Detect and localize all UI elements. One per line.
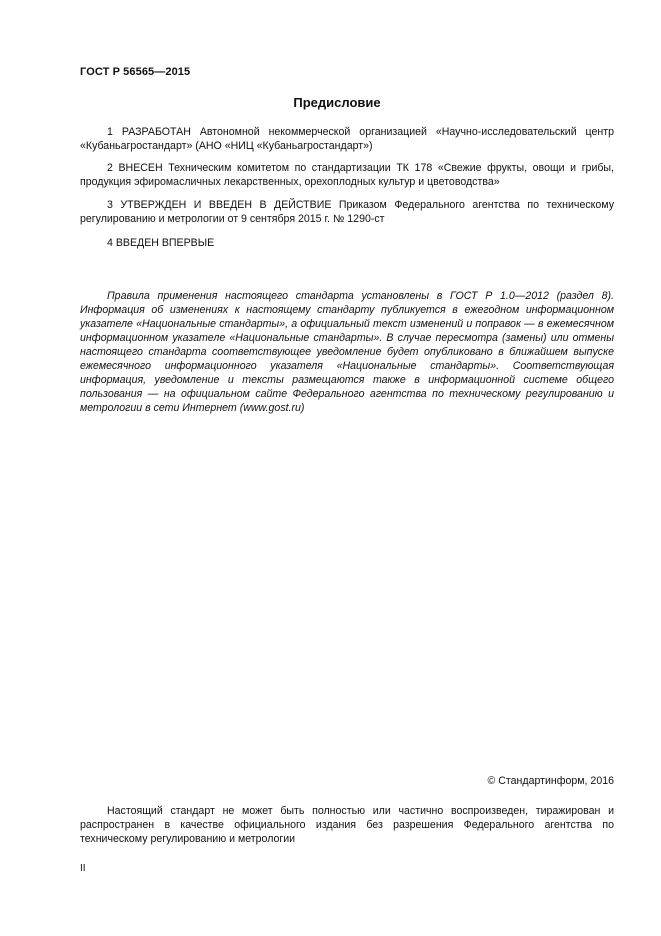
foreword-item-developed: 1 РАЗРАБОТАН Автономной некоммерческой организацией «Научно-исследовательский центр «Кубаньагростандарт» (АНО «НИЦ «Кубаньагростандарт») — [80, 126, 614, 152]
rules-notice: Правила применения настоящего стандарта установлены в ГОСТ Р 1.0—2012 (раздел 8). Информация об изменениях к настоящему стандарту публикуется в ежегодном информационном указателе «Национальные стандарты», а официальный текст изменений и поправок — в ежемесячном информационном указателе «Национальные стандарты». В случае пересмотра (замены) или отмены настоящего стандарта соответствующее уведомление будет опубликовано в ближайшем выпуске ежемесячного информационного указателя «Национальные стандарты». Соответствующая информация, уведомление и тексты размещаются также в информационной системе общего пользования — на официальном сайте Федерального агентства по техническому регулированию и метрологии в сети Интернет (www.gost.ru) — [80, 290, 614, 414]
copyright-line: © Стандартинформ, 2016 — [487, 775, 614, 787]
foreword-item-introduced: 2 ВНЕСЕН Техническим комитетом по стандартизации ТК 178 «Свежие фрукты, овощи и грибы, продукция эфиромасличных лекарственных, орехоплодных культур и цветоводства» — [80, 162, 614, 188]
foreword-item-approved: 3 УТВЕРЖДЕН И ВВЕДЕН В ДЕЙСТВИЕ Приказом Федерального агентства по техническому регулированию и метрологии от 9 сентября 2015 г. № 1290-ст — [80, 199, 614, 225]
page-title: Предисловие — [293, 95, 381, 110]
page-number: II — [80, 863, 86, 874]
foreword-item-first-introduced: 4 ВВЕДЕН ВПЕРВЫЕ — [107, 237, 215, 249]
standard-code: ГОСТ Р 56565—2015 — [80, 66, 191, 78]
reproduction-notice: Настоящий стандарт не может быть полностью или частично воспроизведен, тиражирован и распространен в качестве официального издания без разрешения Федерального агентства по техническому регулированию и метрологии — [80, 805, 614, 845]
